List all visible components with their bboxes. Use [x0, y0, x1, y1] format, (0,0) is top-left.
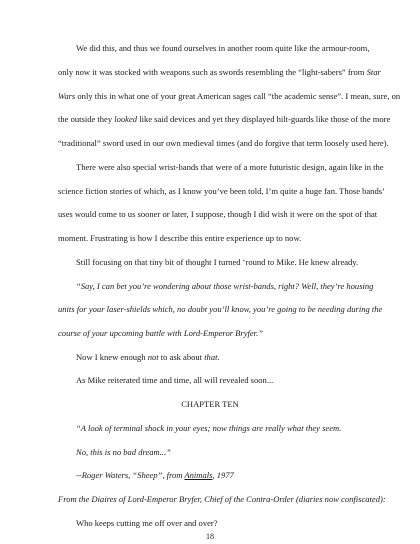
chapter-heading: CHAPTER TEN — [181, 399, 239, 409]
emphasis-text: looked — [114, 114, 138, 124]
album-title: Animals — [184, 470, 213, 480]
emphasis-text: Wars — [58, 91, 76, 101]
italic-dialogue-line: units for your laser-shields which, no doubt you’ll know, you’re going to be needing during the — [58, 304, 383, 314]
text-run: only this in what one of your great American sages call “the academic sense”. I mean, sure, on — [75, 91, 401, 101]
epigraph-line: No, this is no bad dream...” — [76, 447, 171, 457]
body-text-line: Still focusing on that tiny bit of thought I turned ‘round to Mike. He knew already. — [76, 257, 359, 267]
body-text-line: Who keeps cutting me off over and over? — [76, 518, 218, 528]
epigraph-line: “A look of terminal shock in your eyes; now things are really what they seem. — [76, 423, 342, 433]
text-run: . — [217, 352, 220, 362]
text-run: only now it was stocked with weapons such as swords resembling the “light-sabers” from — [58, 67, 367, 77]
body-text-line — [76, 352, 220, 363]
emphasis-text: Star — [366, 67, 381, 77]
body-text-line — [58, 67, 381, 78]
italic-dialogue-line: course of your upcoming battle with Lord-Emperor Bryfer.” — [58, 328, 263, 338]
body-text-line — [58, 114, 390, 125]
text-run: --Roger Waters, “Sheep”, from — [76, 470, 185, 480]
body-text-line: “traditional” sword used in our own medieval times (and do forgive that term loosely used here). — [58, 138, 389, 148]
italic-dialogue-line: “Say, I can bet you’re wondering about those wrist-bands, right? Well, they’re housing — [76, 281, 374, 291]
body-text-line: We did this, and thus we found ourselves in another room quite like the armour-room, — [76, 43, 370, 53]
body-text-line: uses would come to us sooner or later, I suppose, though I did wish it were on the spot of that — [58, 209, 378, 219]
diary-intro-line: From the Diaires of Lord-Emperor Bryfer, Chief of the Contra-Order (diaries now confiscated): — [58, 494, 386, 504]
body-text-line: moment. Frustrating is how I describe this entire experience up to now. — [58, 233, 302, 243]
emphasis-text: that — [204, 352, 218, 362]
page-number: 18 — [206, 532, 214, 541]
body-text-line — [58, 91, 400, 102]
body-text-line: There were also special wrist-bands that were of a more futuristic design, again like in the — [76, 162, 384, 172]
body-text-line: science fiction stories of which, as I know you’ve been told, I’m quite a huge fan. Those bands’ — [58, 186, 385, 196]
text-run: to ask about — [158, 352, 205, 362]
body-text-line: As Mike reiterated time and time, all will revealed soon... — [76, 375, 274, 385]
text-run: Now I knew enough — [76, 352, 148, 362]
text-run: the outside they — [58, 114, 115, 124]
text-run: like said devices and yet they displayed hilt-guards like those of the more — [137, 114, 391, 124]
emphasis-text: not — [147, 352, 159, 362]
text-run: , 1977 — [212, 470, 234, 480]
epigraph-attribution — [76, 470, 234, 481]
